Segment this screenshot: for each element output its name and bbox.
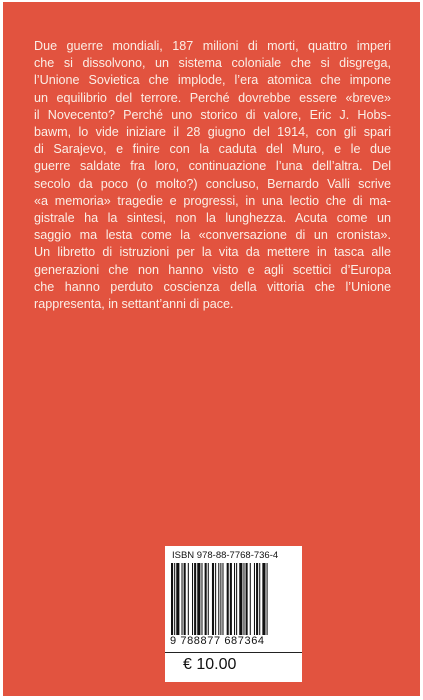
barcode-bar bbox=[182, 563, 183, 635]
barcode-bar bbox=[197, 563, 200, 635]
barcode-bar bbox=[174, 563, 175, 635]
blurb-line: generazioni che non hanno visto e agli scettici d’Europa bbox=[34, 262, 391, 277]
barcode-bar bbox=[234, 563, 235, 635]
barcode-bar bbox=[176, 563, 179, 635]
barcode-bar bbox=[215, 563, 216, 635]
barcode-bar bbox=[227, 563, 229, 635]
blurb-line: che si dissolvono, un sistema coloniale che si disgrega, bbox=[34, 56, 391, 71]
barcode-bar bbox=[259, 563, 260, 635]
barcode-bar bbox=[236, 563, 237, 635]
barcode-bar bbox=[184, 563, 186, 635]
blurb-line: secolo da poco (o molto?) concluso, Bernardo Valli scrive bbox=[34, 176, 391, 191]
barcode-label bbox=[165, 546, 302, 682]
blurb-line: il Novecento? Perché uno storico di valore, Eric J. Hobs- bbox=[34, 107, 391, 122]
blurb-line: saggio ma lesta come la «conversazione di un cronista». bbox=[34, 228, 391, 243]
blurb-line: l’Unione Sovietica che implode, l’era atomica che impone bbox=[34, 73, 391, 88]
barcode-bars bbox=[171, 563, 296, 635]
blurb-line: bawm, lo vide iniziare il 28 giugno del 1914, con gli spari bbox=[34, 125, 391, 140]
back-cover bbox=[3, 2, 420, 696]
barcode-bar bbox=[267, 563, 268, 635]
barcode-bar bbox=[188, 563, 189, 635]
isbn-number: ISBN 978-88-7768-736-4 bbox=[172, 550, 279, 561]
barcode-bar bbox=[243, 563, 244, 635]
ean-digits: 9 788877 687364 bbox=[170, 635, 265, 647]
barcode-bar bbox=[171, 563, 173, 635]
blurb-line: «a memoria» tragedie e progressi, in una lectio che di ma- bbox=[34, 193, 391, 208]
barcode-bar bbox=[220, 563, 221, 635]
blurb-line: rappresenta, in settant’anni di pace. bbox=[34, 297, 234, 312]
barcode-bar bbox=[192, 563, 193, 635]
barcode-bar bbox=[208, 563, 209, 635]
barcode-bar bbox=[256, 563, 258, 635]
barcode-bar bbox=[250, 563, 251, 635]
barcode-bar bbox=[201, 563, 202, 635]
barcode-bar bbox=[262, 563, 265, 635]
blurb-line: di Sarajevo, e finire con la caduta del Muro, e le due bbox=[34, 142, 391, 157]
barcode-bar bbox=[194, 563, 196, 635]
barcode-bar bbox=[212, 563, 214, 635]
price-label: € 10.00 bbox=[183, 656, 237, 673]
blurb-line: un equilibrio del terrore. Perché dovrebbe essere «breve» bbox=[34, 90, 391, 105]
blurb-line: Due guerre mondiali, 187 milioni di morti, quattro imperi bbox=[34, 39, 391, 53]
barcode-bar bbox=[239, 563, 242, 635]
blurb-line: che hanno perduto coscienza della vittoria che l’Unione bbox=[34, 279, 391, 294]
barcode-bar bbox=[246, 563, 248, 635]
barcode-bar bbox=[230, 563, 232, 635]
barcode-bar bbox=[222, 563, 223, 635]
blurb-line: Un libretto di istruzioni per la vita da mettere in tasca alle bbox=[34, 245, 391, 260]
price-divider bbox=[165, 652, 302, 653]
barcode-bar bbox=[218, 563, 219, 635]
blurb-text bbox=[34, 38, 391, 313]
barcode-bar bbox=[254, 563, 255, 635]
blurb-line: gistrale ha la sintesi, non la lunghezza. Acuta come un bbox=[34, 211, 391, 226]
barcode-bar bbox=[205, 563, 207, 635]
blurb-line: guerre saldate fra loro, continuazione l’una dell’altra. Del bbox=[34, 159, 391, 174]
